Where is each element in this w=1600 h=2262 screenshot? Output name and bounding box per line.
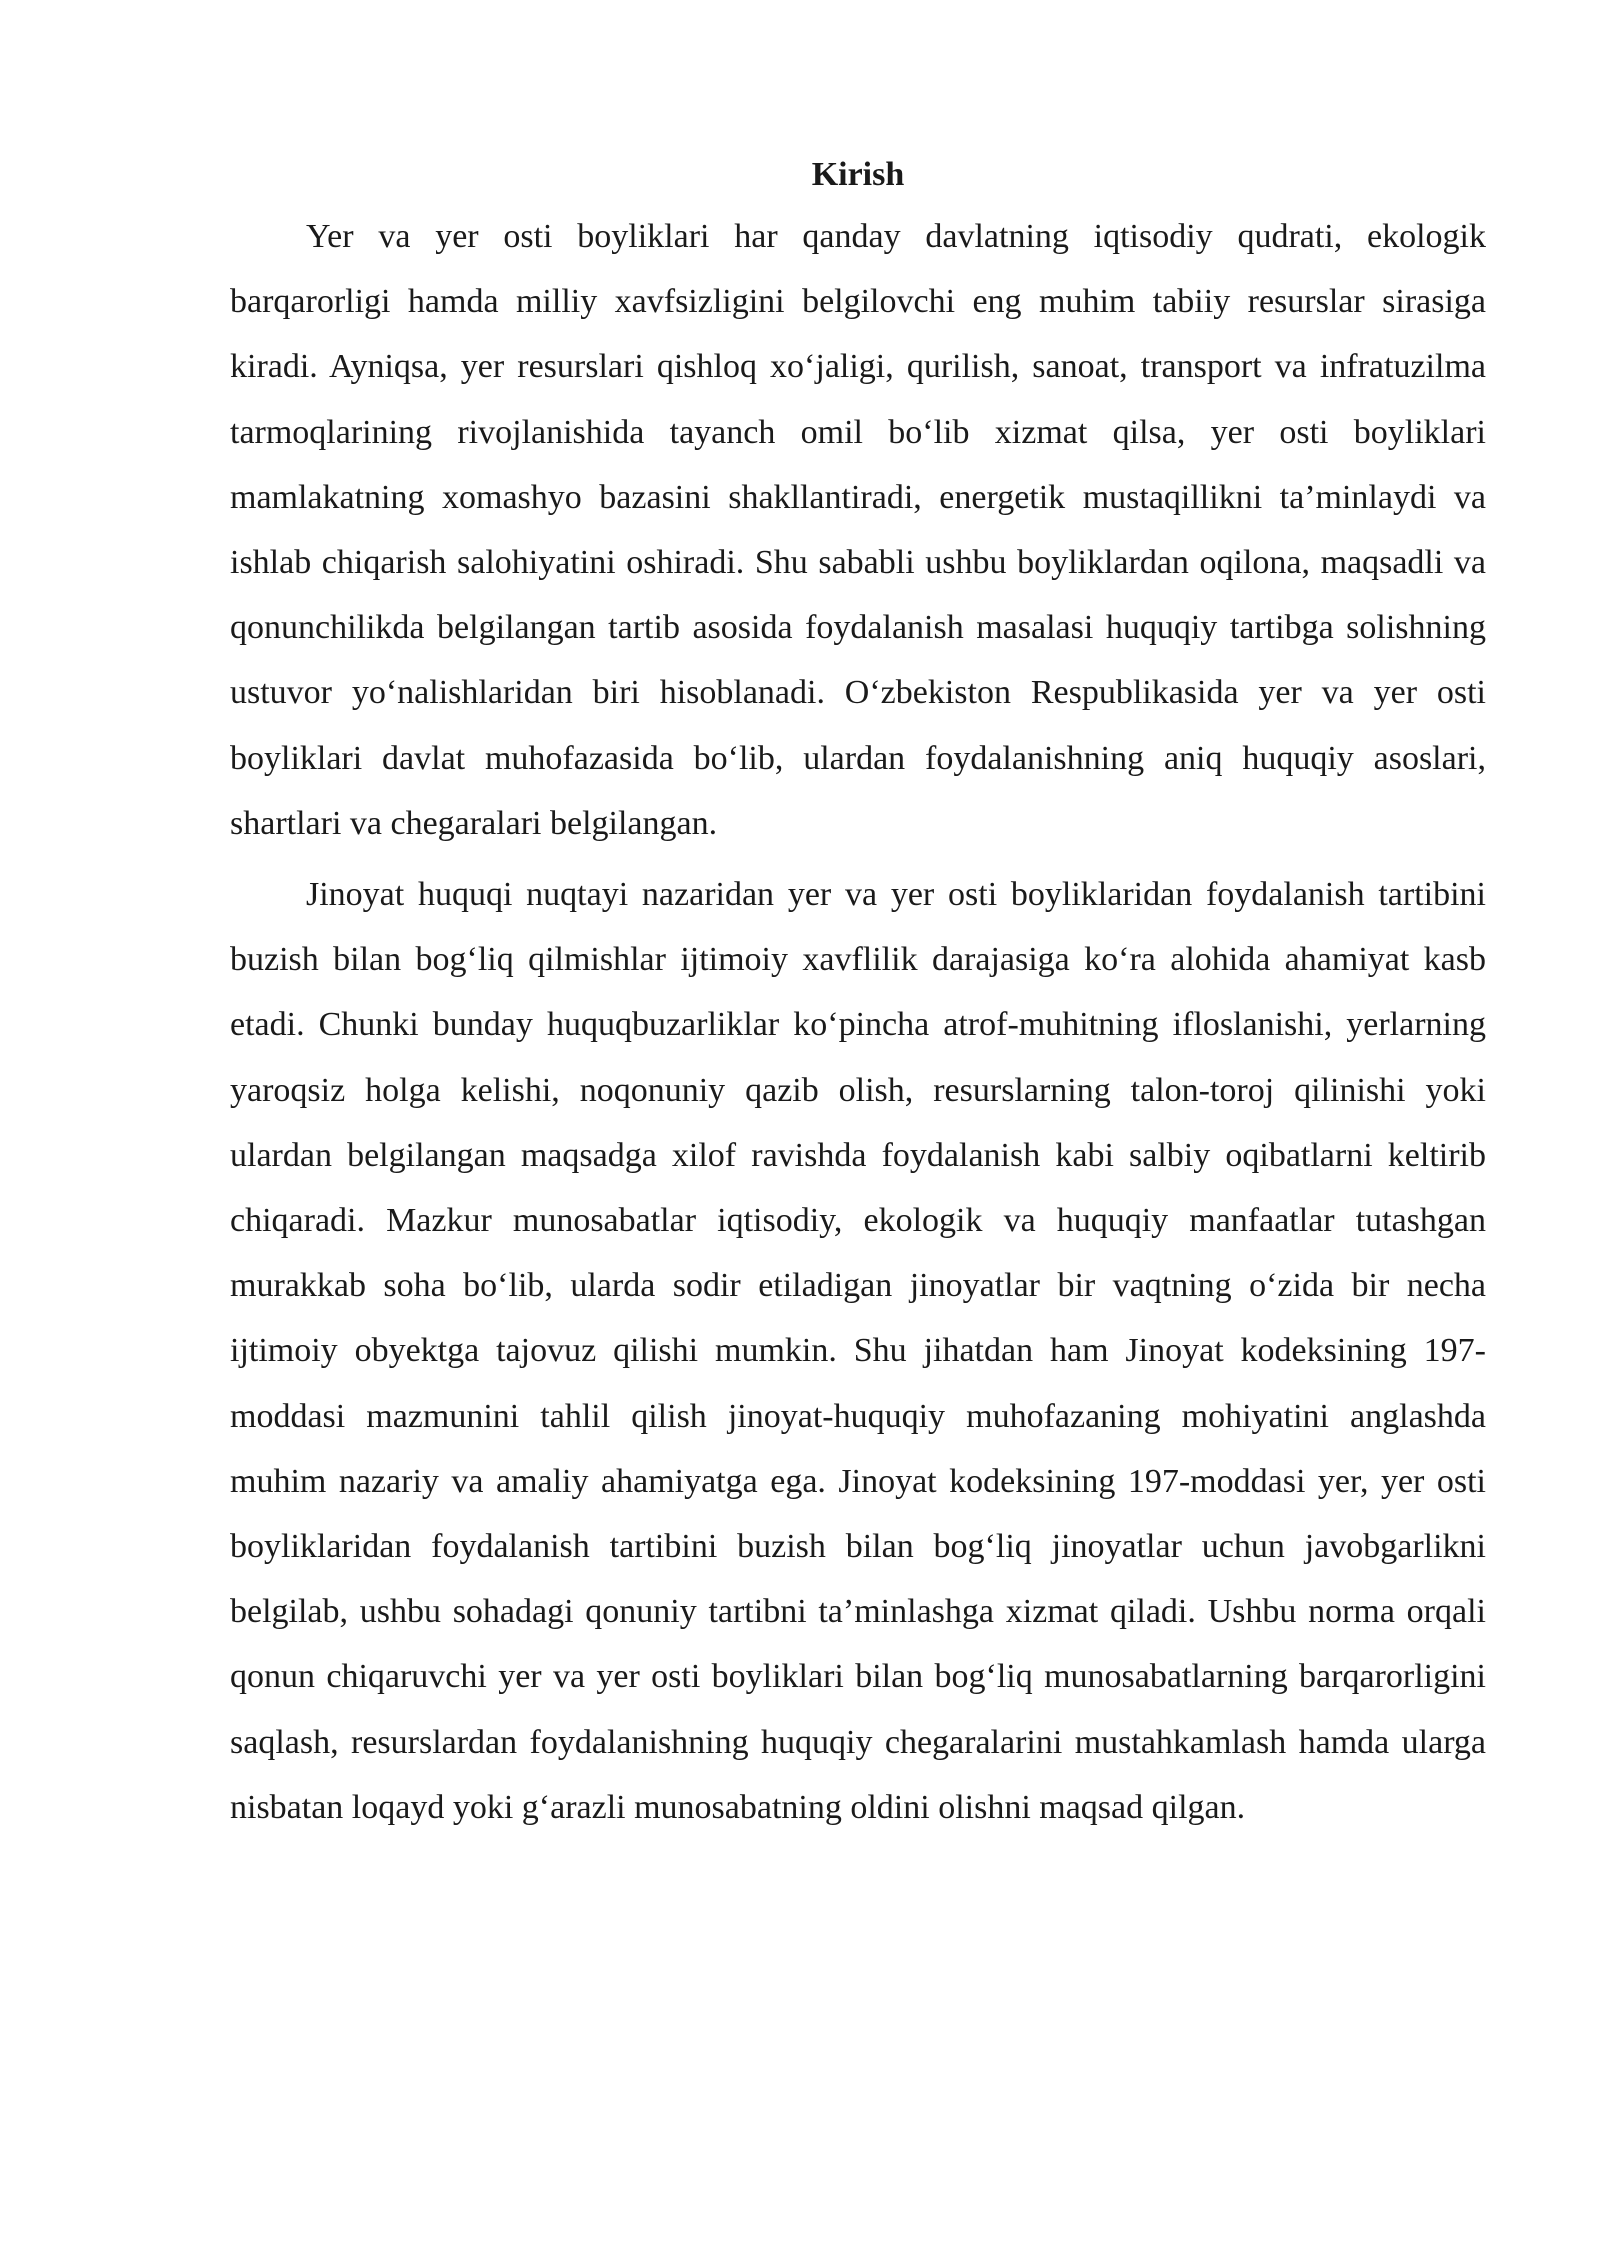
paragraph-introduction: Yer va yer osti boyliklari har qanday davlatning iqtisodiy qudrati, ekologik barqarorligi hamda milliy xavfsizligini belgilovchi eng muhim tabiiy resurslar sirasiga kiradi. Ayniqsa, yer resurslari qishloq xo‘jaligi, qurilish, sanoat, transport va infratuzilma tarmoqlarining rivojlanishida tayanch omil bo‘lib xizmat qilsa, yer osti boyliklari mamlakatning xomashyo bazasini shakllantiradi, energetik mustaqillikni ta’minlaydi va ishlab chiqarish salohiyatini oshiradi. Shu sababli ushbu boyliklardan oqilona, maqsadli va qonunchilikda belgilangan tartib asosida foydalanish masalasi huquqiy tartibga solishning ustuvor yo‘nalishlaridan biri hisoblanadi. O‘zbekiston Respublikasida yer va yer osti boyliklari davlat muhofazasida bo‘lib, ulardan foydalanishning aniq huquqiy asoslari, shartlari va chegaralari belgilangan. <box>230 218 1486 842</box>
paragraph-criminal-law: Jinoyat huquqi nuqtayi nazaridan yer va yer osti boyliklaridan foydalanish tartibini buzish bilan bog‘liq qilmishlar ijtimoiy xavflilik darajasiga ko‘ra alohida ahamiyat kasb etadi. Chunki bunday huquqbuzarliklar ko‘pincha atrof-muhitning ifloslanishi, yerlarning yaroqsiz holga kelishi, noqonuniy qazib olish, resurslarning talon-toroj qilinishi yoki ulardan belgilangan maqsadga xilof ravishda foydalanish kabi salbiy oqibatlarni keltirib chiqaradi. Mazkur munosabatlar iqtisodiy, ekologik va huquqiy manfaatlar tutashgan murakkab soha bo‘lib, ularda sodir etiladigan jinoyatlar bir vaqtning o‘zida bir necha ijtimoiy obyektga tajovuz qilishi mumkin. Shu jihatdan ham Jinoyat kodeksining 197-moddasi mazmunini tahlil qilish jinoyat-huquqiy muhofazaning mohiyatini anglashda muhim nazariy va amaliy ahamiyatga ega. Jinoyat kodeksining 197-moddasi yer, yer osti boyliklaridan foydalanish tartibini buzish bilan bog‘liq jinoyatlar uchun javobgarlikni belgilab, ushbu sohadagi qonuniy tartibni ta’minlashga xizmat qiladi. Ushbu norma orqali qonun chiqaruvchi yer va yer osti boyliklari bilan bog‘liq munosabatlarning barqarorligini saqlash, resurslardan foydalanishning huquqiy chegaralarini mustahkamlash hamda ularga nisbatan loqayd yoki g‘arazli munosabatning oldini olishni maqsad qilgan. <box>230 876 1486 1826</box>
document-title: Kirish <box>811 156 905 193</box>
